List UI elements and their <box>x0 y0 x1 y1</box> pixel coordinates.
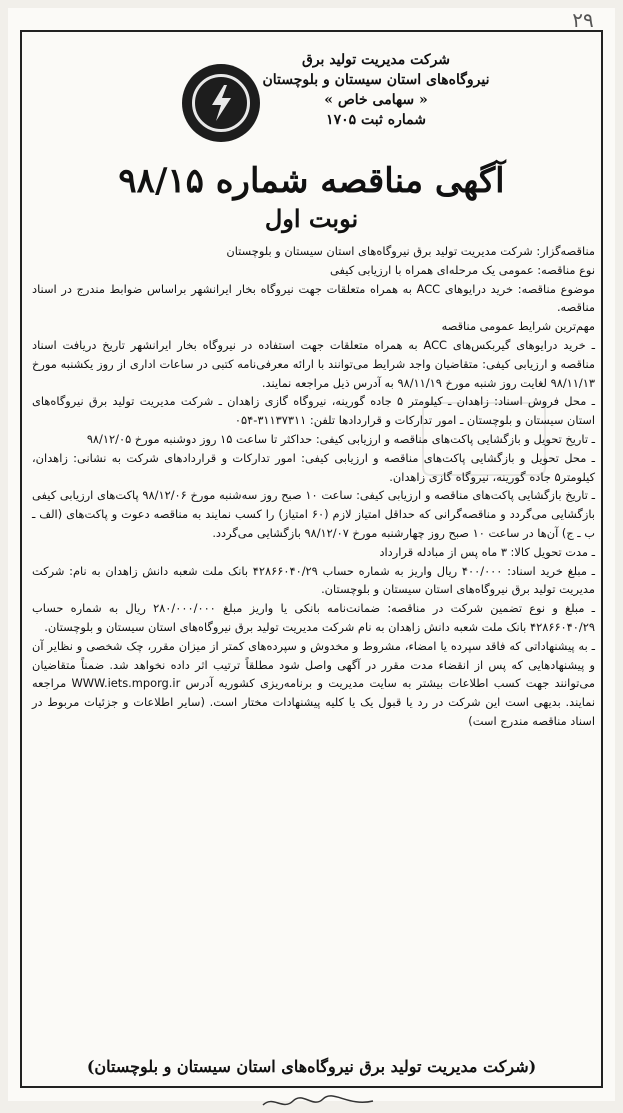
body-paragraph: ـ مبلغ و نوع تضمین شرکت در مناقصه: ضمانت‌نامه بانکی یا واریز مبلغ ۲۸۰/۰۰۰/۰۰۰ ریال به شماره حساب ۴۲۸۶۶۰۴۰/۲۹ بانک ملت شعبه دانش زاهدان به نام شرکت مدیریت تولید برق نیروگاه‌های استان سیستان و بلوچستان. <box>32 601 595 634</box>
body-paragraph: ـ محل فروش اسناد: زاهدان ـ کیلومتر ۵ جاده گورینه، نیروگاه گازی زاهدان ـ شرکت مدیریت تولید برق نیروگاه‌های استان سیستان و بلوچستان ـ امور تدارکات و قراردادها تلفن: ۳۱۱۳۷۳۱۱-۰۵۴ <box>32 394 595 428</box>
body-paragraph: مهم‌ترین شرایط عمومی مناقصه <box>441 319 595 334</box>
lightning-icon <box>204 83 238 123</box>
body-paragraph: ـ تاریخ تحویل و بازگشایی پاکت‌های مناقصه و ارزیابی کیفی: حداکثر تا ساعت ۱۵ روز دوشنبه مورخ ۹۸/۱۲/۰۵ <box>86 431 595 446</box>
page-number: ۲۹ <box>572 8 594 32</box>
logo-ring <box>192 74 250 132</box>
notice-subtitle: نوبت اول <box>264 204 359 233</box>
body-paragraph: نوع مناقصه: عمومی یک مرحله‌ای همراه با ارزیابی کیفی <box>330 262 595 277</box>
body-paragraph: مناقصه‌گزار: شرکت مدیریت تولید برق نیروگاه‌های استان سیستان و بلوچستان <box>226 244 595 258</box>
company-logo <box>182 64 260 142</box>
body-paragraph: ـ محل تحویل و بازگشایی پاکت‌های مناقصه و ارزیابی کیفی: امور تدارکات و قراردادهای شرکت به نشانی: زاهدان، کیلومتر۵ جاده گورینه، نیروگاه گازی زاهدان. <box>32 450 595 484</box>
notice-footer: (شرکت مدیریت تولید برق نیروگاه‌های استان سیستان و بلوچستان) <box>86 1057 537 1076</box>
notice-header <box>22 32 601 162</box>
company-block <box>261 50 491 130</box>
company-line: شرکت مدیریت تولید برق <box>301 52 451 68</box>
company-line: شماره ثبت ۱۷۰۵ <box>326 112 426 128</box>
body-paragraph: ـ به پیشنهاداتی که فاقد سپرده یا امضاء، مشروط و مخدوش و سپرده‌های کمتر از میزان مقرر، چک شخصی و نظایر آن و پیشنهادهایی که پس از انقضاء مدت مقرر در آگهی واصل شود مطلقاً ترتیب اثر داده نخواهد شد. ضمناً متقاضیان می‌توانند جهت کسب اطلاعات بیشتر به سایت مدیریت و برنامه‌ریزی کشوریه آدرس WWW.iets.mporg.ir مراجعه نمایند. بدیهی است این شرکت در رد یا قبول یک یا کلیه پیشنهادات مختار است. (سایر اطلاعات و جزئیات مربوط در اسناد مناقصه مندرج است) <box>32 638 595 728</box>
company-line: نیروگاه‌های استان سیستان و بلوچستان <box>262 72 490 88</box>
body-paragraph: موضوع مناقصه: خرید درایوهای ACC به همراه متعلقات جهت نیروگاه بخار ایرانشهر براساس ضوابط مندرج در اسناد مناقصه. <box>32 281 596 315</box>
company-line: « سهامی خاص » <box>324 92 428 108</box>
body-paragraph: ـ مدت تحویل کالا: ۳ ماه پس از مبادله قرارداد <box>379 544 595 559</box>
notice-title: آگهی مناقصه شماره ۹۸/۱۵ <box>118 161 505 201</box>
body-paragraph: ـ خرید درایوهای گیربکس‌های ACC به همراه متعلقات جهت استفاده در نیروگاه بخار ایرانشهر تاریخ دریافت اسناد مناقصه و ارزیابی کیفی: متقاضیان واجد شرایط می‌توانند با ارائه معرفی‌نامه کتبی در ساعات اداری از روز یکشنبه مورخ ۹۸/۱۱/۱۳ لغایت روز شنبه مورخ ۹۸/۱۱/۱۹ به آدرس ذیل مراجعه نمایند. <box>32 337 595 390</box>
tender-notice-frame <box>20 30 603 1088</box>
newspaper-clipping <box>8 8 615 1101</box>
handwritten-scribble <box>258 1093 378 1113</box>
notice-body <box>32 242 595 731</box>
body-paragraph: ـ مبلغ خرید اسناد: ۴۰۰/۰۰۰ ریال واریز به شماره حساب ۴۲۸۶۶۰۴۰/۲۹ بانک ملت شعبه دانش زاهدان به نام: شرکت مدیریت تولید برق نیروگاه‌های استان سیستان و بلوچستان. <box>32 563 596 597</box>
body-paragraph: ـ تاریخ بازگشایی پاکت‌های مناقصه و ارزیابی کیفی: ساعت ۱۰ صبح روز سه‌شنبه مورخ ۹۸/۱۲/۰۶ پاکت‌های ارزیابی کیفی بازگشایی می‌گردد و مناقصه‌گرانی که حداقل امتیاز لازم (۶۰ امتیاز) را کسب نمایند به مناقصه دعوت و پاکت‌های (الف ـ ب ـ ج) آن‌ها در ساعت ۱۰ صبح روز چهارشنبه مورخ ۹۸/۱۲/۰۷ بازگشایی می‌گردد. <box>32 488 596 540</box>
